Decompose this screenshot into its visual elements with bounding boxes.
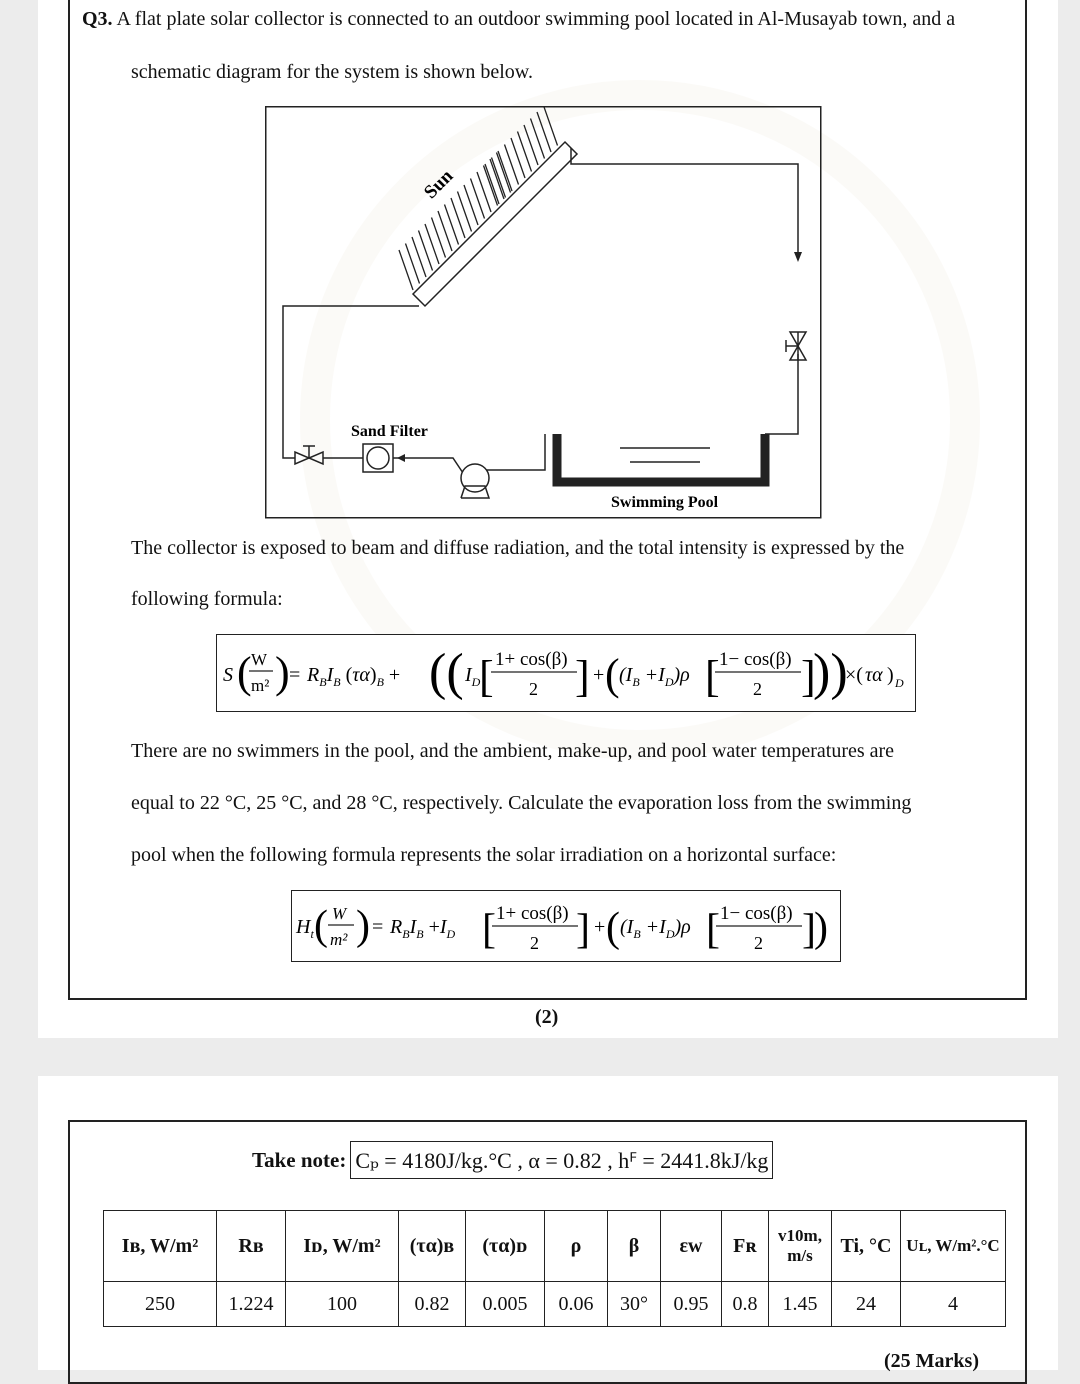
question-intro-line1: A flat plate solar collector is connected to an outdoor swimming pool located in Al-Musayab town, and a: [112, 8, 956, 30]
svg-text:1− cos(β): 1− cos(β): [720, 903, 793, 924]
svg-text:W: W: [332, 904, 347, 923]
svg-text:]: ]: [575, 652, 590, 701]
value-cell: 0.8: [722, 1282, 769, 1327]
svg-text:1+ cos(β): 1+ cos(β): [495, 649, 568, 670]
svg-text:): ): [887, 664, 894, 686]
header-cell: β: [608, 1211, 661, 1282]
value-cell: 24: [832, 1282, 901, 1327]
svg-text:m²: m²: [330, 930, 348, 949]
svg-text:ID: $I_D$: [465, 664, 481, 689]
right-valve: [786, 332, 806, 360]
svg-text:×(: ×(: [845, 664, 863, 686]
sun-ray: [458, 192, 472, 232]
svg-text:]: ]: [576, 907, 590, 953]
header-cell: Fʀ: [722, 1211, 769, 1282]
svg-text:2: 2: [753, 679, 762, 699]
svg-text:(: (: [606, 905, 620, 951]
swimming-pool: [557, 434, 765, 482]
svg-text:[: [: [705, 652, 720, 701]
sun-ray: [492, 158, 506, 198]
note-label: Take note:: [252, 1147, 347, 1172]
sun-ray: [497, 153, 511, 193]
sand-filter: [363, 444, 393, 472]
take-note: [252, 1138, 773, 1182]
svg-text:1+ cos(β): 1+ cos(β): [496, 903, 569, 924]
svg-text:+: +: [594, 916, 606, 938]
svg-text:): ): [356, 903, 370, 949]
paragraph-1-line2: following formula:: [131, 588, 283, 610]
sun-ray: [464, 185, 478, 225]
sun-ray: [406, 244, 420, 284]
header-cell: Iʙ, W/m²: [104, 1211, 217, 1282]
sun-ray: [471, 179, 485, 219]
sun-ray: [485, 164, 499, 204]
svg-text:RBIB +ID: $R_BI_B +I_D$: [390, 916, 456, 941]
sun-ray: [511, 138, 525, 178]
svg-text:[: [: [479, 652, 494, 701]
paragraph-2-line2: equal to 22 °C, 25 °C, and 28 °C, respectively. Calculate the evaporation loss from the swimming: [131, 792, 912, 814]
svg-text:S: S: [223, 664, 233, 686]
paragraph-2-line1: There are no swimmers in the pool, and the ambient, make-up, and pool water temperatures are: [131, 740, 895, 762]
sun-ray: [537, 112, 551, 152]
value-cell: 1.45: [769, 1282, 832, 1327]
svg-text:τα: τα: [865, 664, 883, 686]
sun-ray: [451, 198, 465, 238]
sun-ray: [518, 132, 532, 172]
value-cell: 0.06: [545, 1282, 608, 1327]
svg-text:]: ]: [802, 907, 816, 953]
svg-text:)): )): [813, 644, 848, 701]
header-cell: Ti, °C: [832, 1211, 901, 1282]
page-number: (2): [535, 1006, 559, 1028]
sun-ray: [438, 211, 452, 251]
sun-ray: [419, 231, 433, 271]
equation-horizontal-irradiation: [291, 890, 841, 962]
sun-ray: [498, 151, 512, 191]
sun-ray: [399, 250, 413, 290]
data-table: [103, 1210, 1006, 1327]
svg-text:(IB +ID)ρ: $(I_B +I_D)\rho$: [620, 916, 691, 941]
value-cell: 1.224: [217, 1282, 286, 1327]
value-cell: 250: [104, 1282, 217, 1327]
header-cell: ρ: [545, 1211, 608, 1282]
pool-label: Swimming Pool: [611, 494, 719, 511]
header-cell: Uʟ, W/m².°C: [901, 1211, 1006, 1282]
svg-text:((: ((: [429, 644, 464, 701]
svg-text:m²: m²: [251, 676, 270, 695]
sun-ray: [477, 172, 491, 212]
svg-text:2: 2: [530, 933, 539, 953]
question-intro-line2: schematic diagram for the system is shown below.: [131, 61, 533, 83]
value-cell: 0.005: [466, 1282, 545, 1327]
header-cell: (τα)ʙ: [399, 1211, 466, 1282]
svg-text:(: (: [237, 648, 252, 697]
header-cell: Rʙ: [217, 1211, 286, 1282]
filter-arrow: [397, 454, 405, 462]
svg-text:): ): [814, 905, 828, 951]
value-cell: 100: [286, 1282, 399, 1327]
question-intro: [82, 8, 955, 31]
sun-ray: [484, 166, 498, 206]
flow-arrow: [794, 252, 802, 262]
svg-text:[: [: [706, 907, 720, 953]
equation-total-radiation: [216, 634, 916, 712]
paragraph-2-line3: pool when the following formula represents the solar irradiation on a horizontal surface:: [131, 844, 837, 866]
svg-text:+: +: [593, 664, 605, 686]
svg-text:2: 2: [529, 679, 538, 699]
svg-text:): ): [275, 648, 290, 697]
svg-text:W: W: [251, 650, 268, 669]
sun-ray: [531, 119, 545, 159]
marks-label: (25 Marks): [884, 1350, 979, 1372]
svg-text:(: (: [605, 650, 620, 699]
sun-ray: [445, 205, 459, 245]
svg-text:2: 2: [754, 933, 763, 953]
svg-text:RBIB (τα)B +: $R_BI_B$ $(\tau\alpha)_B$ +: [307, 664, 401, 689]
value-cell: 4: [901, 1282, 1006, 1327]
header-cell: εw: [661, 1211, 722, 1282]
sun-ray: [544, 106, 558, 146]
paragraph-1-line1: The collector is exposed to beam and diffuse radiation, and the total intensity is expressed by the: [131, 537, 905, 559]
sun-ray: [412, 237, 426, 277]
sun-label: Sun: [420, 165, 458, 204]
value-cell: 0.82: [399, 1282, 466, 1327]
sun-ray: [505, 145, 519, 185]
question-number: Q3.: [82, 8, 113, 30]
svg-text:(: (: [314, 903, 328, 949]
table-header-row: [104, 1211, 1006, 1282]
sand-filter-label: Sand Filter: [351, 423, 428, 440]
pump: [461, 464, 489, 498]
svg-text:D: D: [895, 676, 904, 690]
svg-text:=: =: [372, 916, 384, 938]
table-value-row: [104, 1282, 1006, 1327]
note-constants: Cₚ = 4180J/kg.°C , α = 0.82 , hꟳ = 2441.8kJ/kg: [350, 1141, 773, 1179]
system-schematic: [265, 106, 823, 520]
svg-text:]: ]: [801, 652, 816, 701]
header-cell: v10m, m/s: [769, 1211, 832, 1282]
header-cell: Iᴅ, W/m²: [286, 1211, 399, 1282]
sun-ray: [490, 159, 504, 199]
svg-text:(IB +ID)ρ: $(I_B +I_D)\rho$: [619, 664, 690, 689]
sun-ray: [432, 218, 446, 258]
svg-text:[: [: [482, 907, 496, 953]
svg-text:Ht: $H_t$: [296, 916, 314, 941]
value-cell: 30°: [608, 1282, 661, 1327]
svg-text:=: =: [289, 664, 301, 686]
sun-ray: [524, 125, 538, 165]
svg-text:1− cos(β): 1− cos(β): [719, 649, 792, 670]
sun-ray: [425, 224, 439, 264]
value-cell: 0.95: [661, 1282, 722, 1327]
header-cell: (τα)ᴅ: [466, 1211, 545, 1282]
left-valve: [295, 446, 323, 464]
